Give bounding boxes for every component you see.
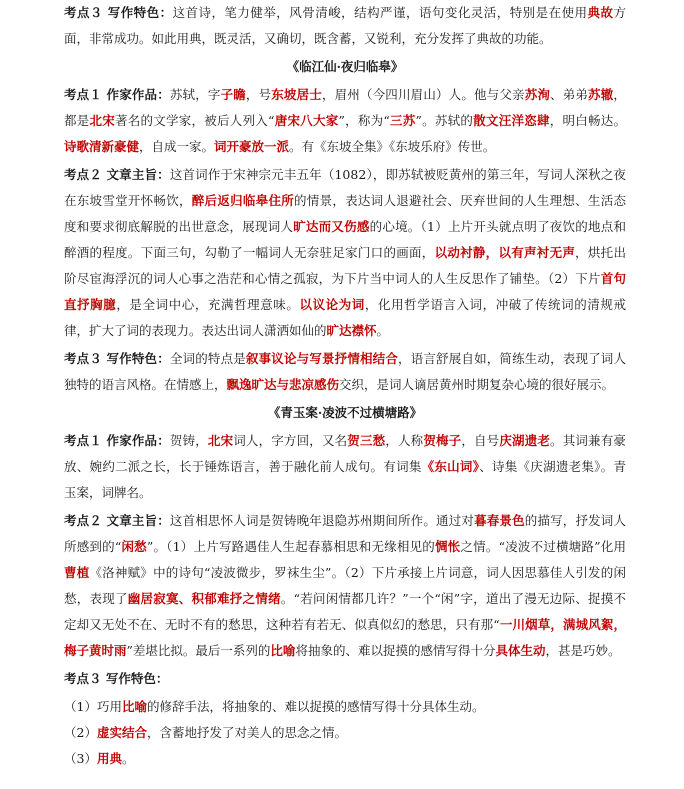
list-item xyxy=(64,694,626,720)
text-run: ”。苏轼的 xyxy=(415,113,474,128)
text-run: 之情。“凌波不过横塘路”化用 xyxy=(460,539,626,554)
text-run: 《洛神赋》中的诗句“凌波微步，罗袜生尘”。（2）下片承接上片词意，词人因思慕佳人引发的闲愁，表现了 xyxy=(64,565,626,606)
key-term: 虚实结合 xyxy=(96,725,147,740)
text-run: ，含蓄地抒发了对美人的思念之情。 xyxy=(146,725,347,740)
text-run: ，甚是巧妙。 xyxy=(545,643,621,658)
text-run: ，号 xyxy=(245,87,272,102)
text-run: 。 xyxy=(376,323,390,338)
text-run: 贺铸， xyxy=(169,433,208,448)
text-run: （3） xyxy=(64,751,97,766)
text-run: 的心境。（1）上片开头就点明了夜饮的地点和醉酒的程度。下面三句，勾勒了一幅词人无奈驻足家门口的画面， xyxy=(64,219,626,260)
paragraph xyxy=(64,162,626,344)
key-term: 暮春景色 xyxy=(474,513,525,528)
text-run: ，自号 xyxy=(461,433,500,448)
key-term: 贺三愁 xyxy=(347,433,386,448)
text-run: ”，称为“ xyxy=(338,113,390,128)
section-label: 考点３ 写作特色： xyxy=(64,671,169,686)
section-title: 《青玉案·凌波不过横塘路》 xyxy=(267,405,423,420)
key-term: 典故 xyxy=(587,5,614,20)
text-run: 的修辞手法，将抽象的、难以捉摸的感情写得十分具体生动。 xyxy=(146,699,485,714)
text-run: 将抽象的、难以捉摸的感情写得十分 xyxy=(295,643,496,658)
paragraph xyxy=(64,0,626,52)
section-label: 考点２ 文章主旨： xyxy=(64,513,170,528)
paragraph xyxy=(64,346,626,398)
text-run: 交织，是词人谪居黄州时期复杂心境的很好展示。 xyxy=(339,377,615,392)
key-term: 飘逸旷达与悲凉感伤 xyxy=(226,377,340,392)
text-run: 。有《东坡全集》《东坡乐府》传世。 xyxy=(289,139,496,154)
key-term: 醉后返归临皋住所 xyxy=(191,193,295,208)
key-term: 幽居寂寞、积郁难抒之情绪 xyxy=(127,591,281,606)
text-run: 著名的文学家，被后人列入“ xyxy=(115,113,275,128)
paragraph xyxy=(64,508,626,664)
text-run: ，都是 xyxy=(64,87,626,128)
section-label: 考点１ 作家作品： xyxy=(64,433,170,448)
key-term: 诗歌清新豪健 xyxy=(64,139,140,154)
text-run: ”差堪比拟。最后一系列的 xyxy=(126,643,271,658)
key-term: 东坡居士 xyxy=(271,87,322,102)
key-term: 首句直抒胸臆 xyxy=(64,271,626,312)
paragraph xyxy=(64,82,626,160)
list-item xyxy=(64,746,626,772)
text-run: ，是全词中心，充满哲理意味。 xyxy=(116,297,300,312)
key-term: 以动衬静，以有声衬无声 xyxy=(434,245,576,260)
text-run: 全词的特点是 xyxy=(169,351,246,366)
text-run: ，眉州（今四川眉山）人。他与父亲 xyxy=(321,87,525,102)
key-term: 曹植 xyxy=(64,565,90,580)
text-run: 这首词作于宋神宗元丰五年（1082），即苏轼被贬黄州的第三年，写词人深秋之夜在东坡雪堂开怀畅饮， xyxy=(64,167,626,208)
key-term: 旷达而又伤感 xyxy=(293,219,370,234)
key-term: 以议论为词 xyxy=(299,297,365,312)
text-run: ，明白畅达。 xyxy=(549,113,626,128)
text-run: ”。（1）上片写路遇佳人生起春慕相思和无缘相见的 xyxy=(146,539,436,554)
key-term: 散文汪洋恣肆 xyxy=(473,113,550,128)
section-label: 考点３ 写作特色： xyxy=(64,5,173,20)
key-term: 北宋 xyxy=(207,433,234,448)
text-run: 的情景，表达词人退避社会、厌弃世间的人生理想、生活态度和要求彻底解脱的出世意念，展现词人 xyxy=(64,193,626,234)
text-run: 。 xyxy=(121,751,135,766)
text-run: 词人，字方回，又名 xyxy=(233,433,348,448)
paragraph xyxy=(64,428,626,506)
section-label: 考点３ 写作特色： xyxy=(64,351,170,366)
text-run: （2） xyxy=(64,725,97,740)
key-term: 词开豪放一派 xyxy=(214,139,290,154)
text-run: ，人称 xyxy=(385,433,424,448)
key-term: 《东山词》 xyxy=(421,459,480,474)
document-page xyxy=(64,0,626,772)
key-term: 苏洵 xyxy=(524,87,551,102)
key-term: 比喻 xyxy=(121,699,147,714)
key-term: 旷达襟怀 xyxy=(326,323,377,338)
section-label: 考点１ 作家作品： xyxy=(64,87,170,102)
section-title: 《临江仙·夜归临皋》 xyxy=(286,59,404,74)
key-term: 比喻 xyxy=(270,643,296,658)
key-term: 子瞻 xyxy=(220,87,246,102)
text-run: 、诗集《庆湖遗老集》。青玉案，词牌名。 xyxy=(64,459,626,500)
text-run: 苏轼，字 xyxy=(169,87,221,102)
key-term: 唐宋八大家 xyxy=(274,113,339,128)
text-run: ，语言舒展自如，简练生动，表现了词人独特的语言风格。在情感上， xyxy=(64,351,626,392)
key-term: 用典 xyxy=(96,751,122,766)
key-term: 闲愁 xyxy=(121,539,147,554)
key-term: 北宋 xyxy=(89,113,116,128)
text-run: （1）巧用 xyxy=(64,699,122,714)
text-run: ，化用哲学语言入词，冲破了传统词的清规戒律，扩大了词的表现力。表达出词人潇洒如仙的 xyxy=(64,297,626,338)
text-run: 。“若问闲情都几许？”一个“闲”字，道出了漫无边际、捉摸不定却又无处不在、无时不有的愁思，这种若有若无、似真似幻的愁思，只有那“ xyxy=(64,591,626,632)
key-term: 具体生动 xyxy=(495,643,546,658)
list-item xyxy=(64,720,626,746)
text-run: 、弟弟 xyxy=(550,87,589,102)
key-term: 贺梅子 xyxy=(423,433,462,448)
key-term: 苏辙 xyxy=(588,87,614,102)
text-run: 的描写，抒发词人所感到的“ xyxy=(64,513,626,554)
text-run: ，自成一家。 xyxy=(139,139,215,154)
text-run: 这首诗，笔力健举，风骨清峻，结构严谨，语句变化灵活，特别是在使用 xyxy=(172,5,588,20)
key-term: 惆怅 xyxy=(435,539,461,554)
paragraph xyxy=(64,666,626,692)
text-run: 方面，非常成功。如此用典，既灵活，又确切，既含蓄，又锐利，充分发挥了典故的功能。 xyxy=(64,5,626,46)
text-run: 。其词兼有豪放、婉约二派之长，长于锤炼语言，善于融化前人成句。有词集 xyxy=(64,433,626,474)
key-term: 三苏 xyxy=(389,113,416,128)
key-term: 一川烟草，满城风絮，梅子黄时雨 xyxy=(64,617,626,658)
key-term: 庆湖遗老 xyxy=(499,433,551,448)
key-term: 叙事议论与写景抒情相结合 xyxy=(245,351,399,366)
section-label: 考点２ 文章主旨： xyxy=(64,167,170,182)
text-run: 这首相思怀人词是贺铸晚年退隐苏州期间所作。通过对 xyxy=(169,513,475,528)
text-run: ，烘托出阶尽宦海浮沉的词人心事之浩茫和心情之孤寂，为下片当中词人的人生反思作了铺垫。（2）下片 xyxy=(64,245,626,286)
